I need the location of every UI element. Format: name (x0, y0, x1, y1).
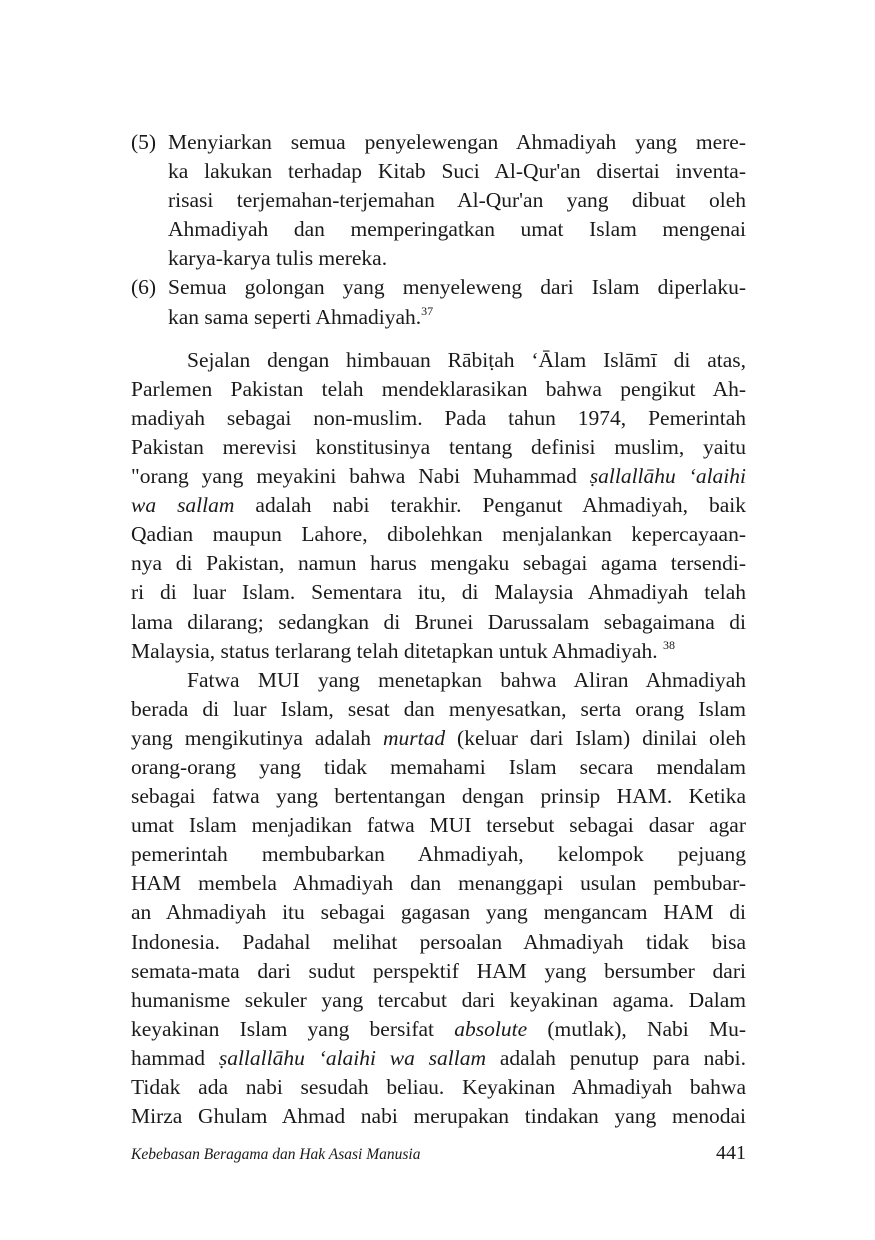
paragraph-line: madiyah sebagai non-muslim. Pada tahun 1974, Pemerintah (131, 405, 746, 430)
paragraph-pakistan (131, 346, 746, 666)
paragraph-line: Fatwa MUI yang menetapkan bahwa Aliran Ahmadiyah (187, 667, 746, 692)
italic-phrase: absolute (454, 1016, 528, 1041)
paragraph-line: HAM membela Ahmadiyah dan menanggapi usulan pembubar- (131, 871, 746, 896)
paragraph-line: Parlemen Pakistan telah mendeklarasikan bahwa pengikut Ah- (131, 376, 746, 401)
italic-phrase: murtad (382, 725, 446, 750)
paragraph-line: orang-orang yang tidak memahami Islam secara mendalam (131, 754, 746, 779)
paragraph-line: Tidak ada nabi sesudah beliau. Keyakinan Ahmadiyah bahwa (131, 1075, 746, 1099)
paragraph-line: umat Islam menjadikan fatwa MUI tersebut sebagai dasar agar (131, 813, 746, 838)
running-footer-title: Kebebasan Beragama dan Hak Asasi Manusia (131, 1146, 421, 1163)
list-item-line: Ahmadiyah dan memperingatkan umat Islam mengenai (168, 217, 746, 242)
list-item-number: (6) (131, 275, 157, 300)
page-body (131, 128, 746, 1131)
list-item-line: ka lakukan terhadap Kitab Suci Al-Qur'an disertai inventa- (168, 159, 746, 184)
list-item-6 (131, 273, 746, 331)
paragraph-line: wa sallam adalah nabi terakhir. Penganut Ahmadiyah, baik (131, 493, 746, 518)
italic-phrase: wa sallam (131, 493, 235, 518)
list-item-number: (5) (131, 130, 157, 154)
paragraph-line: ri di luar Islam. Sementara itu, di Malaysia Ahmadiyah telah (131, 580, 746, 605)
paragraph-line: berada di luar Islam, sesat dan menyesatkan, serta orang Islam (131, 696, 746, 721)
paragraph-line: yang mengikutinya adalah murtad (keluar dari Islam) dinilai oleh (131, 725, 747, 750)
italic-phrase: ṣallallāhu ‘alaihi (589, 464, 746, 489)
paragraph-line: Mirza Ghulam Ahmad nabi merupakan tindakan yang menodai (131, 1104, 746, 1129)
paragraph-line: hammad ṣallallāhu ‘alaihi wa sallam adalah penutup para nabi. (131, 1045, 746, 1070)
list-item-5 (131, 128, 746, 273)
paragraph-line: pemerintah membubarkan Ahmadiyah, kelompok pejuang (131, 842, 746, 867)
paragraph-line: "orang yang meyakini bahwa Nabi Muhammad ṣallallāhu ‘alaihi (131, 464, 746, 489)
paragraph-line: an Ahmadiyah itu sebagai gagasan yang mengancam HAM di (131, 900, 746, 925)
paragraph-line: sebagai fatwa yang bertentangan dengan prinsip HAM. Ketika (131, 784, 746, 809)
paragraph-line: humanisme sekuler yang tercabut dari keyakinan agama. Dalam (131, 987, 746, 1012)
paragraph-line: Indonesia. Padahal melihat persoalan Ahmadiyah tidak bisa (131, 929, 746, 954)
paragraph-line: Qadian maupun Lahore, dibolehkan menjalankan kepercayaan- (131, 522, 746, 547)
paragraph-line: lama dilarang; sedangkan di Brunei Darussalam sebagaimana di (131, 609, 746, 634)
paragraph-line: semata-mata dari sudut perspektif HAM yang bersumber dari (131, 958, 746, 983)
paragraph-line: keyakinan Islam yang bersifat absolute (mutlak), Nabi Mu- (131, 1016, 746, 1041)
paragraph-line: nya di Pakistan, namun harus mengaku sebagai agama tersendi- (131, 551, 746, 576)
italic-phrase: ṣallallāhu ‘alaihi wa sallam (218, 1045, 487, 1070)
footnote-marker: 37 (421, 303, 434, 318)
list-item-line: (5) Menyiarkan semua penyelewengan Ahmadiyah yang mere- (131, 128, 746, 157)
list-item-line: karya-karya tulis mereka. (168, 246, 388, 271)
paragraph-line: Sejalan dengan himbauan Rābiṭah ‘Ālam Islāmī di atas, (187, 347, 746, 372)
paragraph-line: Malaysia, status terlarang telah ditetapkan untuk Ahmadiyah. $^{38}$ (131, 637, 675, 663)
list-item-line: (6) Semua golongan yang menyeleweng dari Islam diperlaku- (131, 273, 746, 302)
page-footer (131, 1142, 746, 1172)
list-item-line: risasi terjemahan-terjemahan Al-Qur'an yang dibuat oleh (168, 188, 746, 213)
page-number: 441 (716, 1142, 746, 1164)
footnote-marker: 38 (662, 637, 675, 652)
paragraph-fatwa-mui (131, 666, 746, 1132)
paragraph-line: Pakistan merevisi konstitusinya tentang definisi muslim, yaitu (131, 434, 746, 459)
list-item-line: kan sama seperti Ahmadiyah.$^{37}$ (168, 303, 434, 329)
